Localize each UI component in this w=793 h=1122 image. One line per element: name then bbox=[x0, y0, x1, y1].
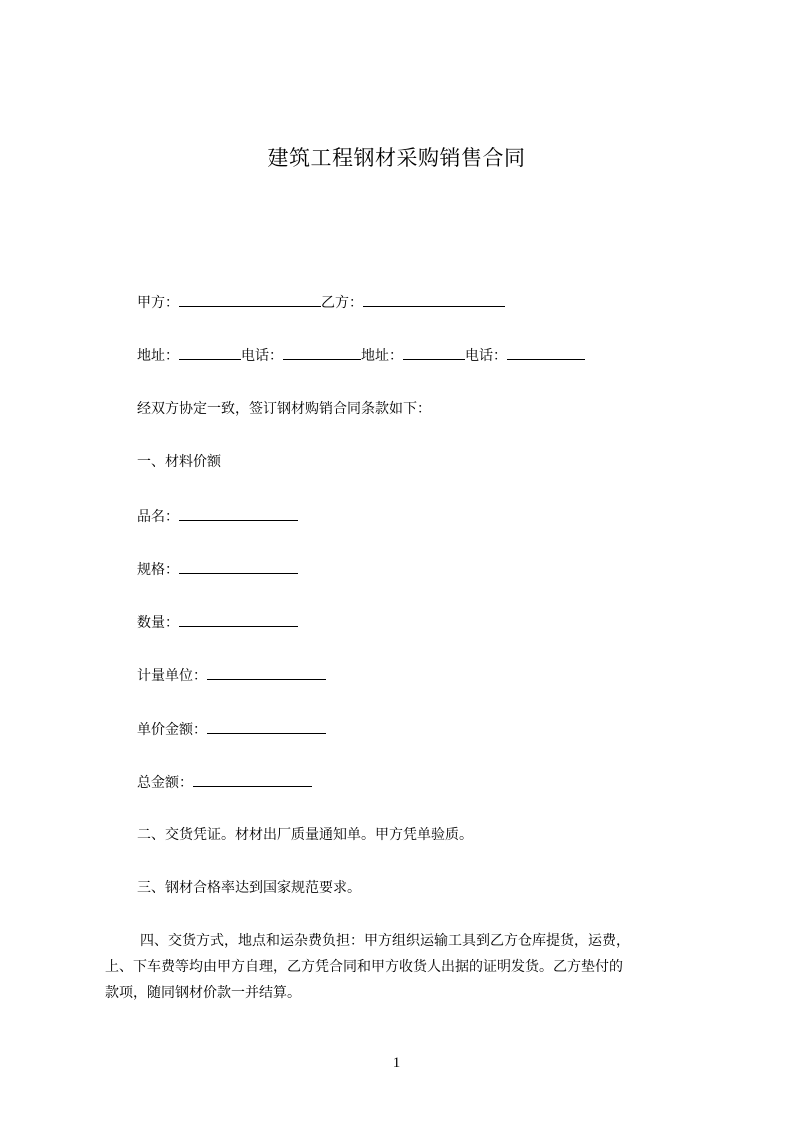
phone-b-blank bbox=[507, 345, 585, 360]
unit-price-blank bbox=[207, 719, 326, 734]
product-name-blank bbox=[179, 506, 298, 521]
unit-price-field bbox=[137, 719, 326, 740]
intro-text: 经双方协定一致，签订钢材购销合同条款如下： bbox=[137, 401, 431, 417]
party-line bbox=[137, 292, 505, 313]
section4-paragraph bbox=[105, 928, 700, 1006]
address-a-blank bbox=[179, 345, 241, 360]
total-field bbox=[137, 772, 312, 793]
party-a-blank bbox=[179, 292, 321, 307]
page-number: 1 bbox=[392, 1055, 401, 1071]
spec-label: 规格： bbox=[137, 562, 179, 578]
section4-line-1: 四、交货方式，地点和运杂费负担：甲方组织运输工具到乙方仓库提货，运费， bbox=[140, 933, 630, 949]
party-b-blank bbox=[363, 292, 505, 307]
address-b-blank bbox=[403, 345, 465, 360]
quantity-label: 数量： bbox=[137, 615, 179, 631]
address-a-label: 地址： bbox=[137, 348, 179, 364]
product-name-field bbox=[137, 506, 298, 527]
section4-line-2: 上、下车费等均由甲方自理，乙方凭合同和甲方收货人出据的证明发货。乙方垫付的 bbox=[105, 959, 623, 975]
section3-text: 三、钢材合格率达到国家规范要求。 bbox=[137, 880, 361, 896]
spec-blank bbox=[179, 559, 298, 574]
phone-a-label: 电话： bbox=[241, 348, 283, 364]
spec-field bbox=[137, 559, 298, 580]
total-blank bbox=[193, 772, 312, 787]
section1-heading: 一、材料价额 bbox=[137, 454, 221, 470]
total-label: 总金额： bbox=[137, 775, 193, 791]
section2-text: 二、交货凭证。材材出厂质量通知单。甲方凭单验质。 bbox=[137, 827, 473, 843]
party-a-label: 甲方： bbox=[137, 295, 179, 311]
quantity-blank bbox=[179, 612, 298, 627]
unit-blank bbox=[207, 665, 326, 680]
product-name-label: 品名： bbox=[137, 509, 179, 525]
address-b-label: 地址： bbox=[361, 348, 403, 364]
quantity-field bbox=[137, 612, 298, 633]
unit-field bbox=[137, 665, 326, 686]
document-title: 建筑工程钢材采购销售合同 bbox=[267, 146, 526, 170]
section4-line-3: 款项，随同钢材价款一并结算。 bbox=[105, 985, 301, 1001]
phone-a-blank bbox=[283, 345, 361, 360]
unit-label: 计量单位： bbox=[137, 668, 207, 684]
unit-price-label: 单价金额： bbox=[137, 722, 207, 738]
phone-b-label: 电话： bbox=[465, 348, 507, 364]
contact-line bbox=[137, 345, 585, 366]
party-b-label: 乙方： bbox=[321, 295, 363, 311]
